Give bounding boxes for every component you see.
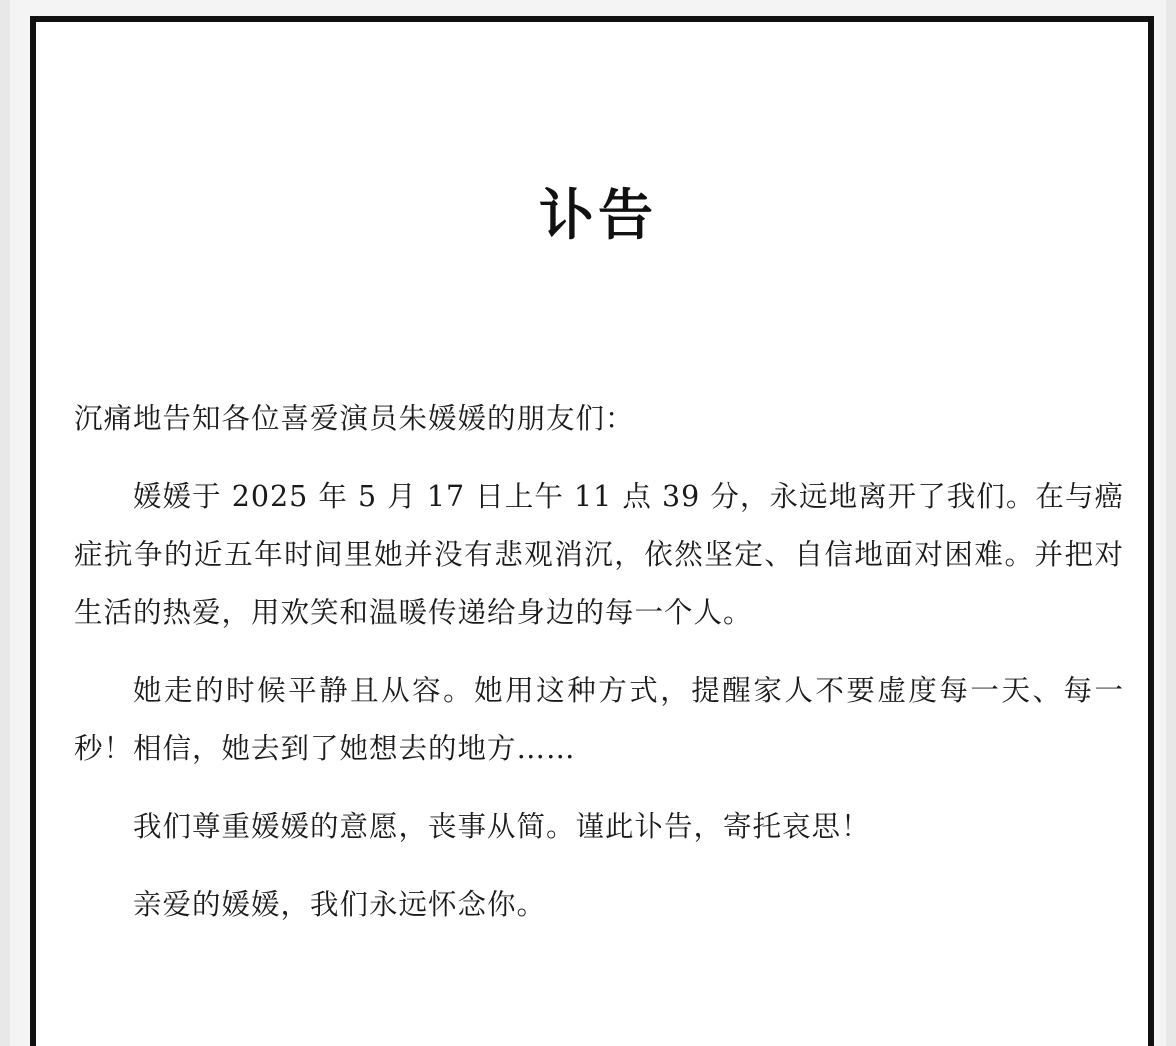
right-margin (1166, 0, 1176, 1046)
paragraph-peaceful: 她走的时候平静且从容。她用这种方式，提醒家人不要虚度每一天、每一秒！相信，她去到了她想去的地方…… (74, 674, 1124, 765)
notice-frame (30, 16, 1154, 1046)
notice-body (74, 390, 1124, 954)
paragraph-remembrance: 亲爱的媛媛，我们永远怀念你。 (133, 888, 547, 921)
paragraph-passing: 媛媛于 2025 年 5 月 17 日上午 11 点 39 分，永远地离开了我们。在与癌症抗争的近五年时间里她并没有悲观消沉，依然坚定、自信地面对困难。并把对生活的热爱，用欢笑和温暖传递给身边的每一个人。 (74, 480, 1124, 629)
left-margin (0, 0, 10, 1046)
notice-title: 讣告 (538, 183, 657, 247)
salutation-line: 沉痛地告知各位喜爱演员朱媛媛的朋友们： (74, 402, 635, 435)
paragraph-funeral: 我们尊重媛媛的意愿，丧事从简。谨此讣告，寄托哀思！ (133, 810, 871, 843)
